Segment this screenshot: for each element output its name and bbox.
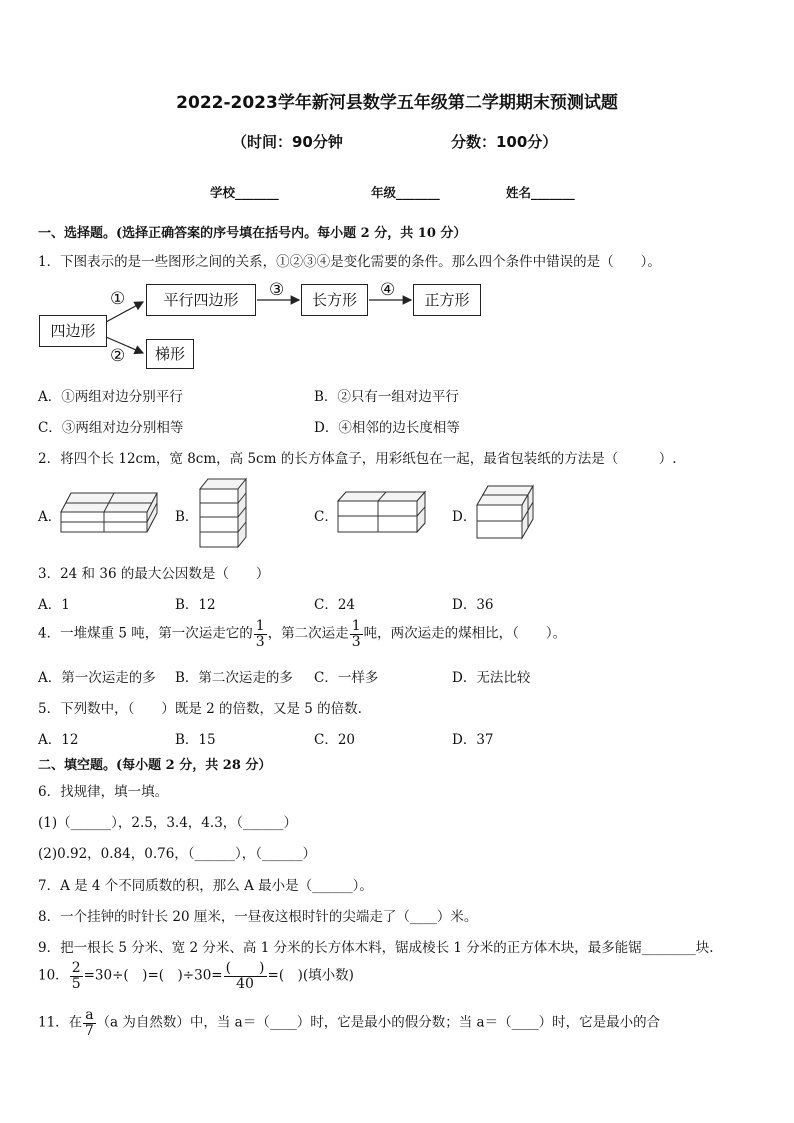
section-1-title: 一、选择题。(选择正确答案的序号填在括号内。每小题 2 分，共 10 分） [38, 226, 467, 241]
q1-option-b: B．②只有一组对边平行 [314, 389, 459, 405]
q2-option-c-label: C． [314, 509, 338, 525]
question-6-part-1: (1)（______），2.5，3.4，4.3，（______） [38, 815, 298, 831]
q4-fraction-2-denominator: 3 [351, 633, 361, 650]
q2-option-a-label: A． [38, 509, 62, 525]
section-2-title: 二、填空题。(每小题 2 分，共 28 分） [38, 758, 272, 773]
q4-option-a: A．第一次运走的多 [38, 670, 156, 686]
question-5: 5．下列数中，（ ）既是 2 的倍数，又是 5 的倍数. [38, 701, 362, 717]
question-2: 2．将四个长 12cm，宽 8cm，高 5cm 的长方体盒子，用彩纸包在一起，最省包装纸的方法是（ ）. [38, 451, 677, 467]
q10-number: 10． [38, 967, 69, 984]
q1-option-c: C．③两组对边分别相等 [38, 420, 184, 436]
condition-3-label: ③ [269, 280, 285, 300]
q4-fraction-2-numerator: 1 [351, 618, 361, 634]
grade-field: 年级_______ [371, 185, 440, 200]
q2-figure-d [474, 483, 536, 541]
condition-4-label: ④ [380, 280, 396, 300]
q4-option-d: D．无法比较 [452, 670, 531, 686]
exam-score: 分数：100分） [451, 133, 558, 151]
question-1: 1．下图表示的是一些图形之间的关系，①②③④是变化需要的条件。那么四个条件中错误的是（ ）。 [38, 254, 661, 270]
question-9: 9．把一根长 5 分米、宽 2 分米、高 1 分米的长方体木料，锯成棱长 1 分米的正方体木块，最多能锯________块. [38, 940, 714, 956]
q3-option-c: C．24 [314, 597, 356, 613]
question-6: 6．找规律，填一填。 [38, 784, 169, 800]
q2-figure-c [336, 489, 428, 535]
q11-fraction-numerator: a [85, 1007, 94, 1023]
condition-1-label: ① [110, 289, 126, 309]
q5-option-b: B．15 [175, 732, 216, 748]
q5-option-c: C．20 [314, 732, 356, 748]
question-8: 8．一个挂钟的时针长 20 厘米，一昼夜这根时针的尖端走了（____）米。 [38, 909, 478, 925]
q11-text-post: （a 为自然数）中，当 a＝（____）时，它是最小的假分数；当 a＝（____）时，它是最小的合 [96, 1014, 661, 1031]
question-11 [38, 1008, 660, 1038]
q10-fraction-1-numerator: 2 [71, 960, 81, 976]
q4-option-b: B．第二次运走的多 [175, 670, 293, 686]
q2-option-b-label: B． [175, 509, 199, 525]
diagram-arrows [0, 0, 794, 400]
name-field: 姓名_______ [506, 185, 575, 200]
q3-option-b: B．12 [175, 597, 216, 613]
node-square: 正方形 [413, 284, 481, 316]
page-title: 2022-2023学年新河县数学五年级第二学期期末预测试题 [176, 93, 618, 113]
q4-fraction-1-denominator: 3 [255, 633, 265, 650]
q11-text-pre: 11．在 [38, 1014, 83, 1031]
q3-option-d: D．36 [452, 597, 494, 613]
node-parallelogram: 平行四边形 [146, 284, 256, 316]
q4-text-post: 吨，两次运走的煤相比，（ ）。 [363, 625, 567, 642]
q2-figure-b [196, 477, 250, 549]
q11-fraction-denominator: 7 [84, 1022, 94, 1039]
q1-option-a: A．①两组对边分别平行 [38, 389, 183, 405]
q4-text-pre: 4．一堆煤重 5 吨，第一次运走它的 [38, 625, 253, 642]
condition-2-label: ② [110, 346, 126, 366]
q4-fraction-1 [254, 619, 267, 649]
node-rectangle: 长方形 [301, 284, 368, 316]
q4-fraction-1-numerator: 1 [255, 618, 265, 634]
q10-fraction-2-numerator: ( ) [225, 960, 265, 976]
school-field: 学校_______ [210, 185, 279, 200]
question-3: 3．24 和 36 的最大公因数是（ ） [38, 566, 270, 582]
node-quadrilateral: 四边形 [39, 315, 107, 347]
q10-text-mid: =30÷( )=( )÷30= [83, 967, 223, 984]
question-10 [38, 961, 354, 991]
q10-fraction-2-denominator: 40 [236, 975, 254, 992]
q4-text-mid: ，第二次运走 [267, 625, 349, 642]
q10-text-post: =( )(填小数) [267, 967, 354, 984]
q2-figure-a [60, 489, 160, 535]
exam-time: （时间：90分钟 [232, 133, 343, 151]
q5-option-a: A．12 [38, 732, 79, 748]
q3-option-a: A．1 [38, 597, 70, 613]
q11-fraction [83, 1008, 95, 1038]
question-4 [38, 619, 566, 649]
q2-option-d-label: D． [452, 509, 477, 525]
q10-fraction-1-denominator: 5 [71, 975, 81, 992]
q4-fraction-2 [350, 619, 363, 649]
q4-option-c: C．一样多 [314, 670, 379, 686]
node-trapezoid: 梯形 [146, 339, 194, 369]
question-6-part-2: (2)0.92，0.84，0.76，（______），（______） [38, 846, 317, 862]
q10-fraction-2 [224, 961, 267, 991]
q5-option-d: D．37 [452, 732, 494, 748]
question-7: 7．A 是 4 个不同质数的积，那么 A 最小是（______）。 [38, 878, 373, 894]
q1-option-d: D．④相邻的边长度相等 [314, 420, 460, 436]
q10-fraction-1 [70, 961, 83, 991]
